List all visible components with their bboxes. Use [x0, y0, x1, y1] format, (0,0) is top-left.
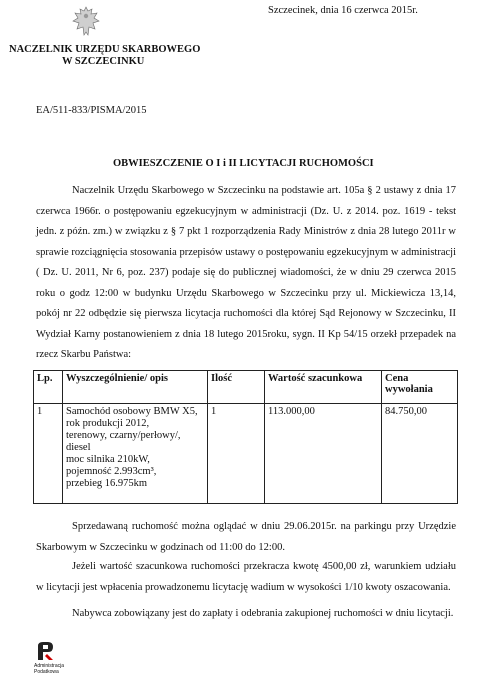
cell-description — [63, 404, 208, 504]
cell-lp: 1 — [34, 404, 63, 504]
buyer-paragraph: Nabywca zobowiązany jest do zapłaty i odebrania zakupionej ruchomości w dniu licytacji. — [72, 608, 454, 619]
office-location: W SZCZECINKU — [62, 56, 145, 67]
deposit-paragraph: Jeżeli wartość szacunkowa ruchomości przekracza kwotę 4500,00 zł, warunkiem udziału w licytacji jest wpłacenia prowadzonemu licytację wadium w wysokości 1/10 kwoty oszacowania. — [36, 561, 456, 593]
logo-text-line2: Podatkowa — [34, 669, 59, 675]
desc-line: diesel — [66, 442, 91, 453]
place-date: Szczecinek, dnia 16 czerwca 2015r. — [268, 5, 418, 16]
table-row — [34, 404, 458, 504]
desc-line: pojemność 2.993cm³, — [66, 466, 157, 477]
intro-paragraph: Naczelnik Urzędu Skarbowego w Szczecinku na podstawie art. 105a § 2 ustawy z dnia 17 czerwca 1966r. o postępowaniu egzekucyjnym w administracji (Dz. U. z 2014. poz. 1619 - tekst jedn. z późn. zm.) w związku z § 7 pkt 1 rozporządzenia Rady Ministrów z dnia 28 lutego 2011r w sprawie rozciągnięcia stosowania przepisów ustawy o postępowaniu egzekucyjnym w administracji ( Dz. U. 2011, Nr 6, poz. 237) podaje się do publicznej wiadomości, że w dniu 29 czerwca 2015 roku o godz 12:00 w budynku Urzędu Skarbowego w Szczecinku przy ul. Mickiewicza 13,14, pokój nr 22 odbędzie się pierwsza licytacja ruchomości dla której Sąd Rejonowy w Szczecinku, II Wydział Karny postanowieniem z dnia 18 lutego 2015roku, sygn. II Kp 54/15 orzekł przepadek na rzecz Skarbu Państwa: — [36, 185, 456, 360]
tax-administration-logo-icon — [34, 640, 56, 662]
document-title: OBWIESZCZENIE O I i II LICYTACJI RUCHOMOŚCI — [113, 158, 374, 169]
desc-line: Samochód osobowy BMW X5, — [66, 406, 198, 417]
desc-line: przebieg 16.975km — [66, 478, 148, 489]
auction-items-table — [33, 370, 458, 504]
desc-line: moc silnika 210kW, — [66, 454, 150, 465]
header-quantity: Ilość — [208, 371, 265, 404]
viewing-paragraph: Sprzedawaną ruchomość można oglądać w dniu 29.06.2015r. na parkingu przy Urzędzie Skarbowym w Szczecinku w godzinach od 11:00 do 12:00. — [36, 521, 456, 553]
header-estimated-value: Wartość szacunkowa — [265, 371, 382, 404]
desc-line: terenowy, czarny/perłowy/, — [66, 430, 181, 441]
cell-quantity: 1 — [208, 404, 265, 504]
logo-text-line1: Administracja — [34, 663, 65, 669]
office-name: NACZELNIK URZĘDU SKARBOWEGO — [9, 44, 201, 55]
cell-estimated-value: 113.000,00 — [265, 404, 382, 504]
eagle-emblem-icon — [72, 5, 100, 38]
table-header-row — [34, 371, 458, 404]
reference-number: EA/511-833/PISMA/2015 — [36, 105, 147, 116]
header-description: Wyszczególnienie/ opis — [63, 371, 208, 404]
header-starting-price: Cena wywołania — [382, 371, 458, 404]
header-lp: Lp. — [34, 371, 63, 404]
desc-line: rok produkcji 2012, — [66, 418, 150, 429]
cell-starting-price: 84.750,00 — [382, 404, 458, 504]
